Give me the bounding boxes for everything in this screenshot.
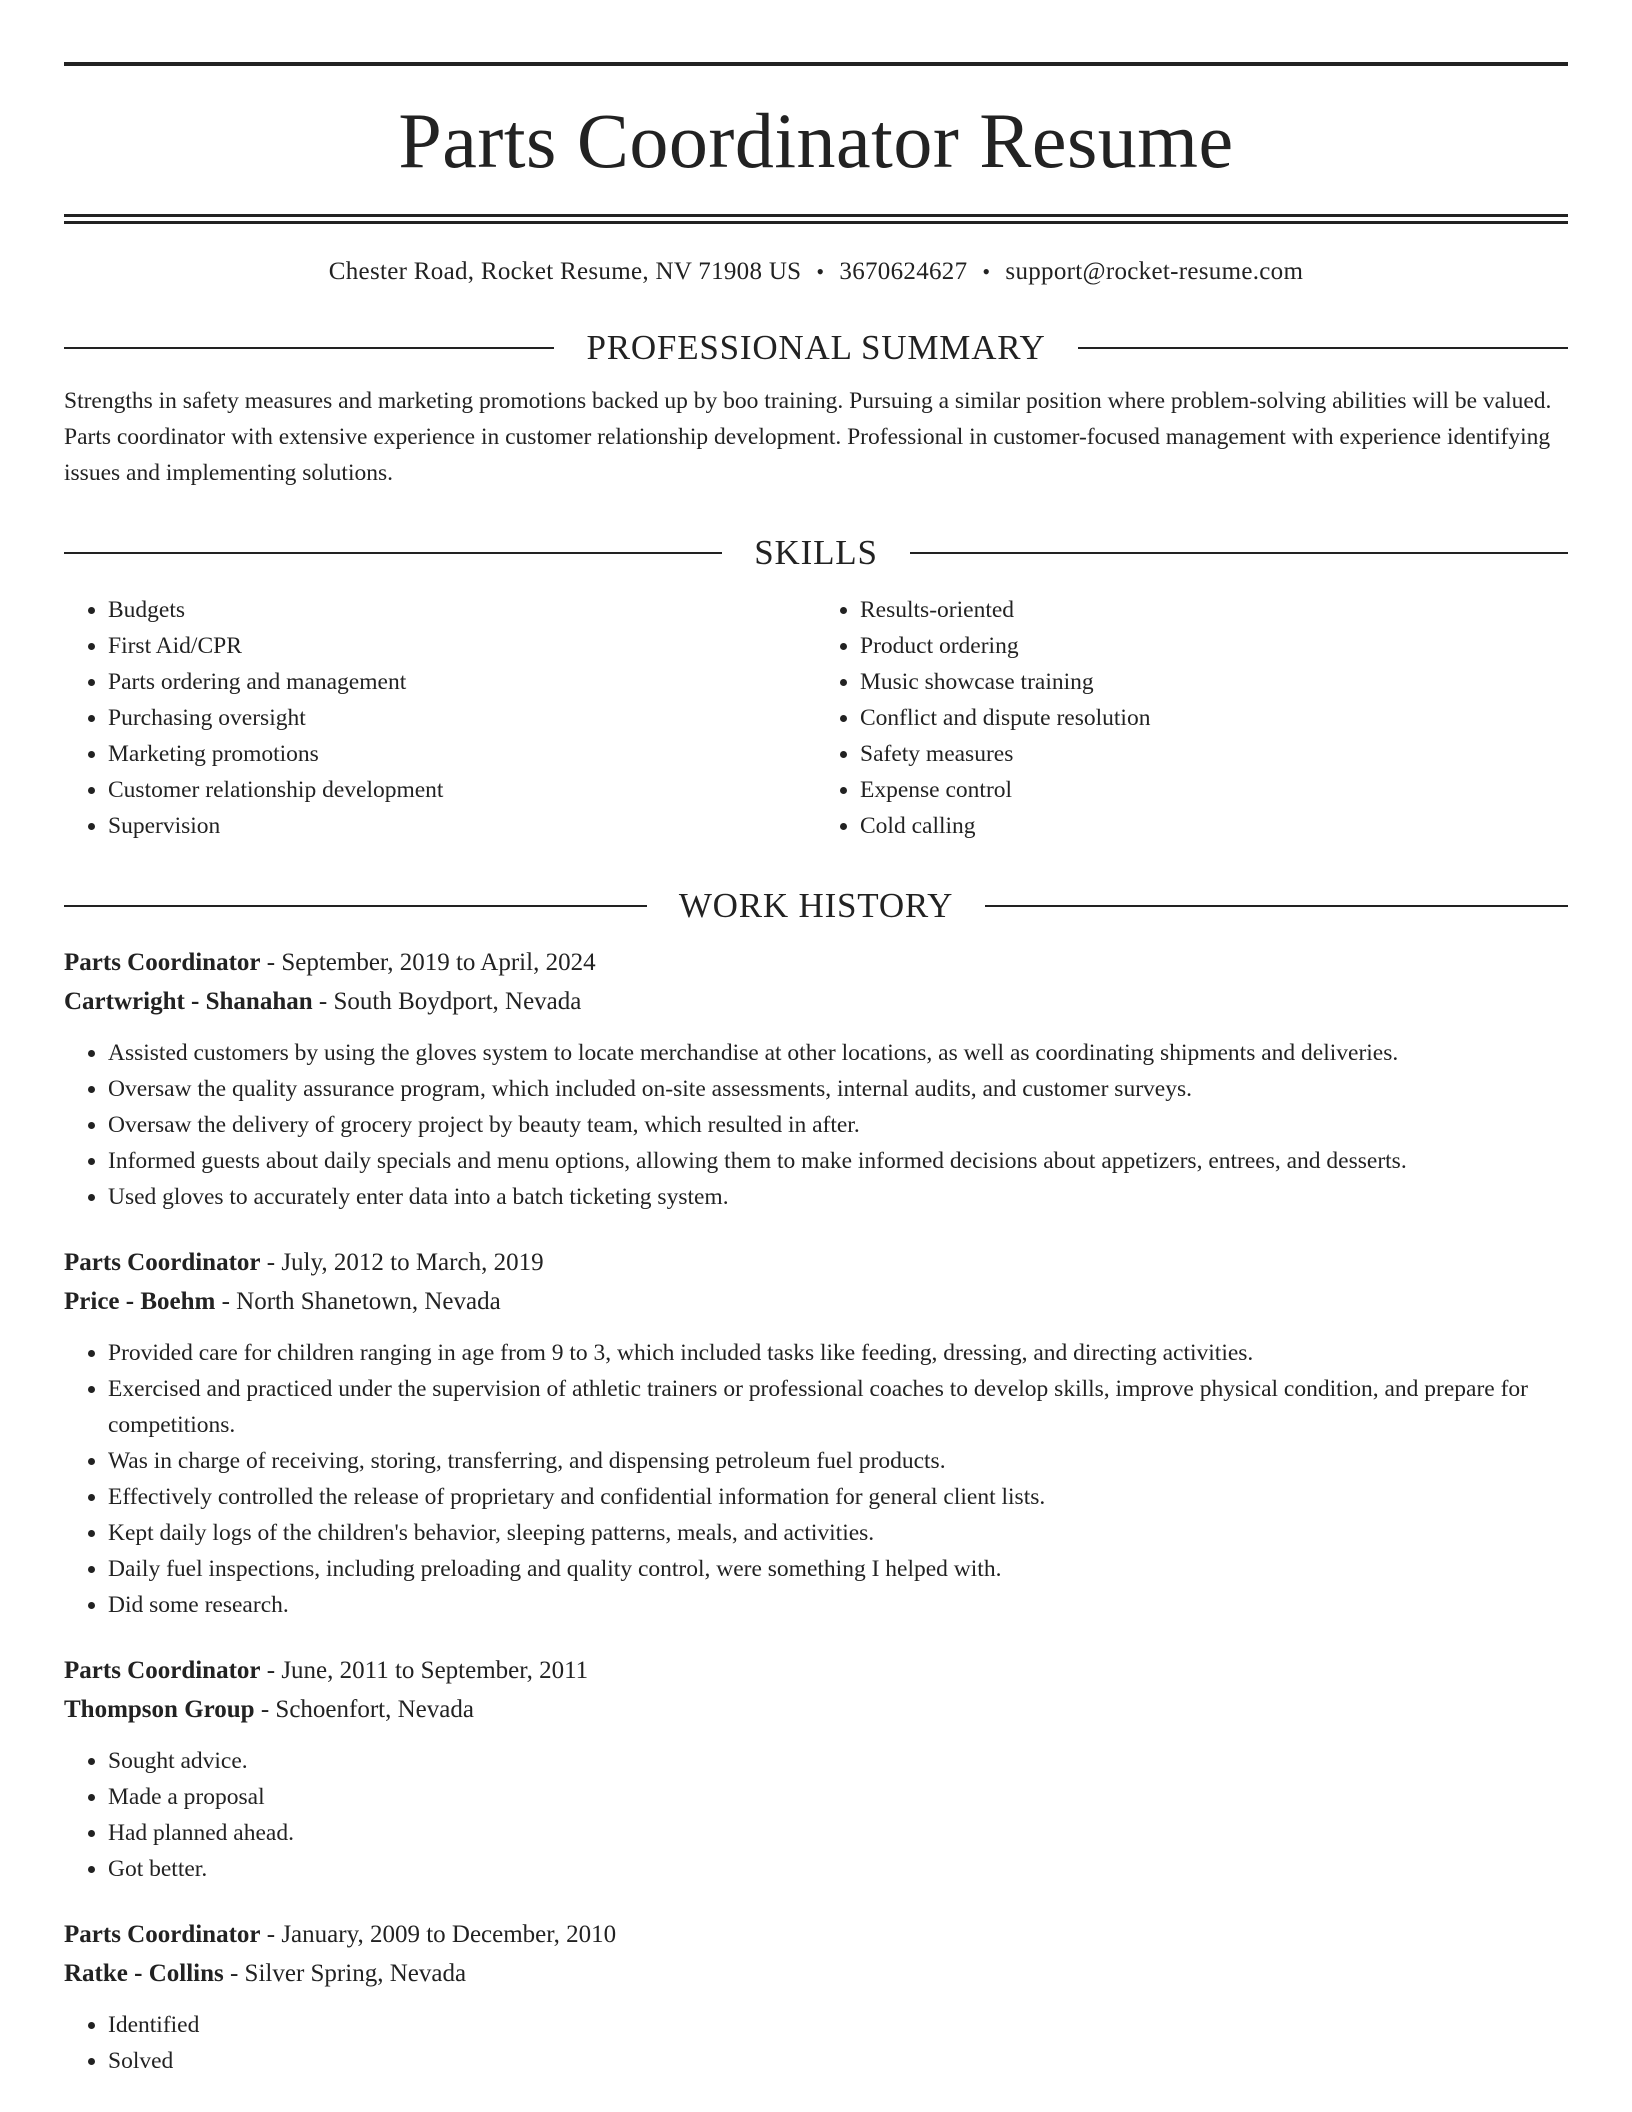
job-title-line [64, 1243, 1568, 1282]
contact-separator: • [816, 259, 825, 284]
job-entry [64, 943, 1568, 1215]
job-location: - North Shanetown, Nevada [215, 1288, 501, 1315]
job-bullet: • Was in charge of receiving, storing, transferring, and dispensing petroleum fuel products. [108, 1443, 1568, 1479]
skill-item: • Marketing promotions [108, 736, 816, 772]
job-bullets [64, 1335, 1568, 1623]
skill-item: • Safety measures [860, 736, 1568, 772]
job-bullet: • Kept daily logs of the children's behavior, sleeping patterns, meals, and activities. [108, 1515, 1568, 1551]
skill-item: • Budgets [108, 592, 816, 628]
job-bullet: • Sought advice. [108, 1743, 1568, 1779]
skill-item: • Parts ordering and management [108, 664, 816, 700]
skill-item: • First Aid/CPR [108, 628, 816, 664]
heading-rule-left [64, 347, 554, 349]
job-bullet: • Made a proposal [108, 1779, 1568, 1815]
skills-heading: SKILLS [754, 533, 878, 572]
skill-item: • Supervision [108, 808, 816, 844]
contact-email: support@rocket-resume.com [1005, 258, 1304, 285]
heading-rule-right [985, 905, 1568, 907]
title-double-rule [64, 214, 1568, 224]
job-company: Cartwright - Shanahan [64, 988, 313, 1015]
skill-item: • Customer relationship development [108, 772, 816, 808]
job-bullet: • Had planned ahead. [108, 1815, 1568, 1851]
job-company-line [64, 982, 1568, 1021]
work-history [64, 943, 1568, 2079]
work-heading: WORK HISTORY [678, 886, 954, 925]
contact-phone: 3670624627 [839, 258, 968, 285]
job-company: Thompson Group [64, 1696, 255, 1723]
job-entry [64, 1651, 1568, 1887]
job-entry [64, 1915, 1568, 2079]
resume-title: Parts Coordinator Resume [398, 97, 1234, 184]
job-location: - South Boydport, Nevada [312, 988, 582, 1015]
job-bullet: • Oversaw the delivery of grocery project by beauty team, which resulted in after. [108, 1107, 1568, 1143]
job-entry [64, 1243, 1568, 1623]
job-role: Parts Coordinator [64, 1249, 261, 1276]
job-dates: - September, 2019 to April, 2024 [260, 949, 596, 976]
job-title-line [64, 1915, 1568, 1954]
job-bullet: • Got better. [108, 1851, 1568, 1887]
skill-item: • Product ordering [860, 628, 1568, 664]
heading-rule-left [64, 552, 722, 554]
job-bullet: • Effectively controlled the release of proprietary and confidential information for general client lists. [108, 1479, 1568, 1515]
job-bullet: • Provided care for children ranging in age from 9 to 3, which included tasks like feeding, dressing, and directing activities. [108, 1335, 1568, 1371]
job-bullet: • Solved [108, 2043, 1568, 2079]
job-location: - Silver Spring, Nevada [223, 1960, 467, 1987]
skill-item: • Conflict and dispute resolution [860, 700, 1568, 736]
job-company-line [64, 1690, 1568, 1729]
skill-item: • Results-oriented [860, 592, 1568, 628]
top-rule [64, 62, 1568, 66]
skill-item: • Expense control [860, 772, 1568, 808]
skill-item: • Music showcase training [860, 664, 1568, 700]
job-role: Parts Coordinator [64, 949, 261, 976]
skill-item: • Cold calling [860, 808, 1568, 844]
job-role: Parts Coordinator [64, 1921, 261, 1948]
summary-heading: PROFESSIONAL SUMMARY [586, 328, 1046, 367]
contact-line [64, 258, 1568, 286]
job-dates: - June, 2011 to September, 2011 [260, 1657, 589, 1684]
job-bullet: • Daily fuel inspections, including preloading and quality control, were something I helped with. [108, 1551, 1568, 1587]
job-company: Price - Boehm [64, 1288, 216, 1315]
job-company-line [64, 1282, 1568, 1321]
skills-list-left [64, 592, 816, 844]
job-role: Parts Coordinator [64, 1657, 261, 1684]
job-bullet: • Did some research. [108, 1587, 1568, 1623]
job-bullet: • Exercised and practiced under the supervision of athletic trainers or professional coaches to develop skills, improve physical condition, and prepare for competitions. [108, 1371, 1568, 1443]
job-dates: - January, 2009 to December, 2010 [260, 1921, 617, 1948]
job-title-line [64, 1651, 1568, 1690]
heading-rule-right [910, 552, 1568, 554]
job-location: - Schoenfort, Nevada [254, 1696, 474, 1723]
job-bullet: • Used gloves to accurately enter data into a batch ticketing system. [108, 1179, 1568, 1215]
job-bullet: • Assisted customers by using the gloves system to locate merchandise at other locations, as well as coordinating shipments and deliveries. [108, 1035, 1568, 1071]
skills-heading-row [64, 535, 1568, 570]
skills-columns [64, 592, 1568, 844]
job-dates: - July, 2012 to March, 2019 [260, 1249, 544, 1276]
job-bullet: • Informed guests about daily specials and menu options, allowing them to make informed decisions about appetizers, entrees, and desserts. [108, 1143, 1568, 1179]
work-heading-row [64, 888, 1568, 923]
skill-item: • Purchasing oversight [108, 700, 816, 736]
contact-address: Chester Road, Rocket Resume, NV 71908 US [328, 258, 802, 285]
heading-rule-left [64, 905, 647, 907]
skills-list-right [816, 592, 1568, 844]
job-company: Ratke - Collins [64, 1960, 224, 1987]
job-bullets [64, 2007, 1568, 2079]
job-company-line [64, 1954, 1568, 1993]
job-bullet: • Oversaw the quality assurance program, which included on-site assessments, internal audits, and customer surveys. [108, 1071, 1568, 1107]
heading-rule-right [1078, 347, 1568, 349]
job-bullets [64, 1743, 1568, 1887]
summary-text: Strengths in safety measures and marketing promotions backed up by boo training. Pursuing a similar position where problem-solving abilities will be valued. Parts coordinator with extensive experience in customer relationship development. Professional in customer-focused management with experience identifying issues and implementing solutions. [64, 388, 1552, 486]
job-bullets [64, 1035, 1568, 1215]
contact-separator: • [982, 259, 991, 284]
summary-heading-row [64, 330, 1568, 365]
job-bullet: • Identified [108, 2007, 1568, 2043]
job-title-line [64, 943, 1568, 982]
